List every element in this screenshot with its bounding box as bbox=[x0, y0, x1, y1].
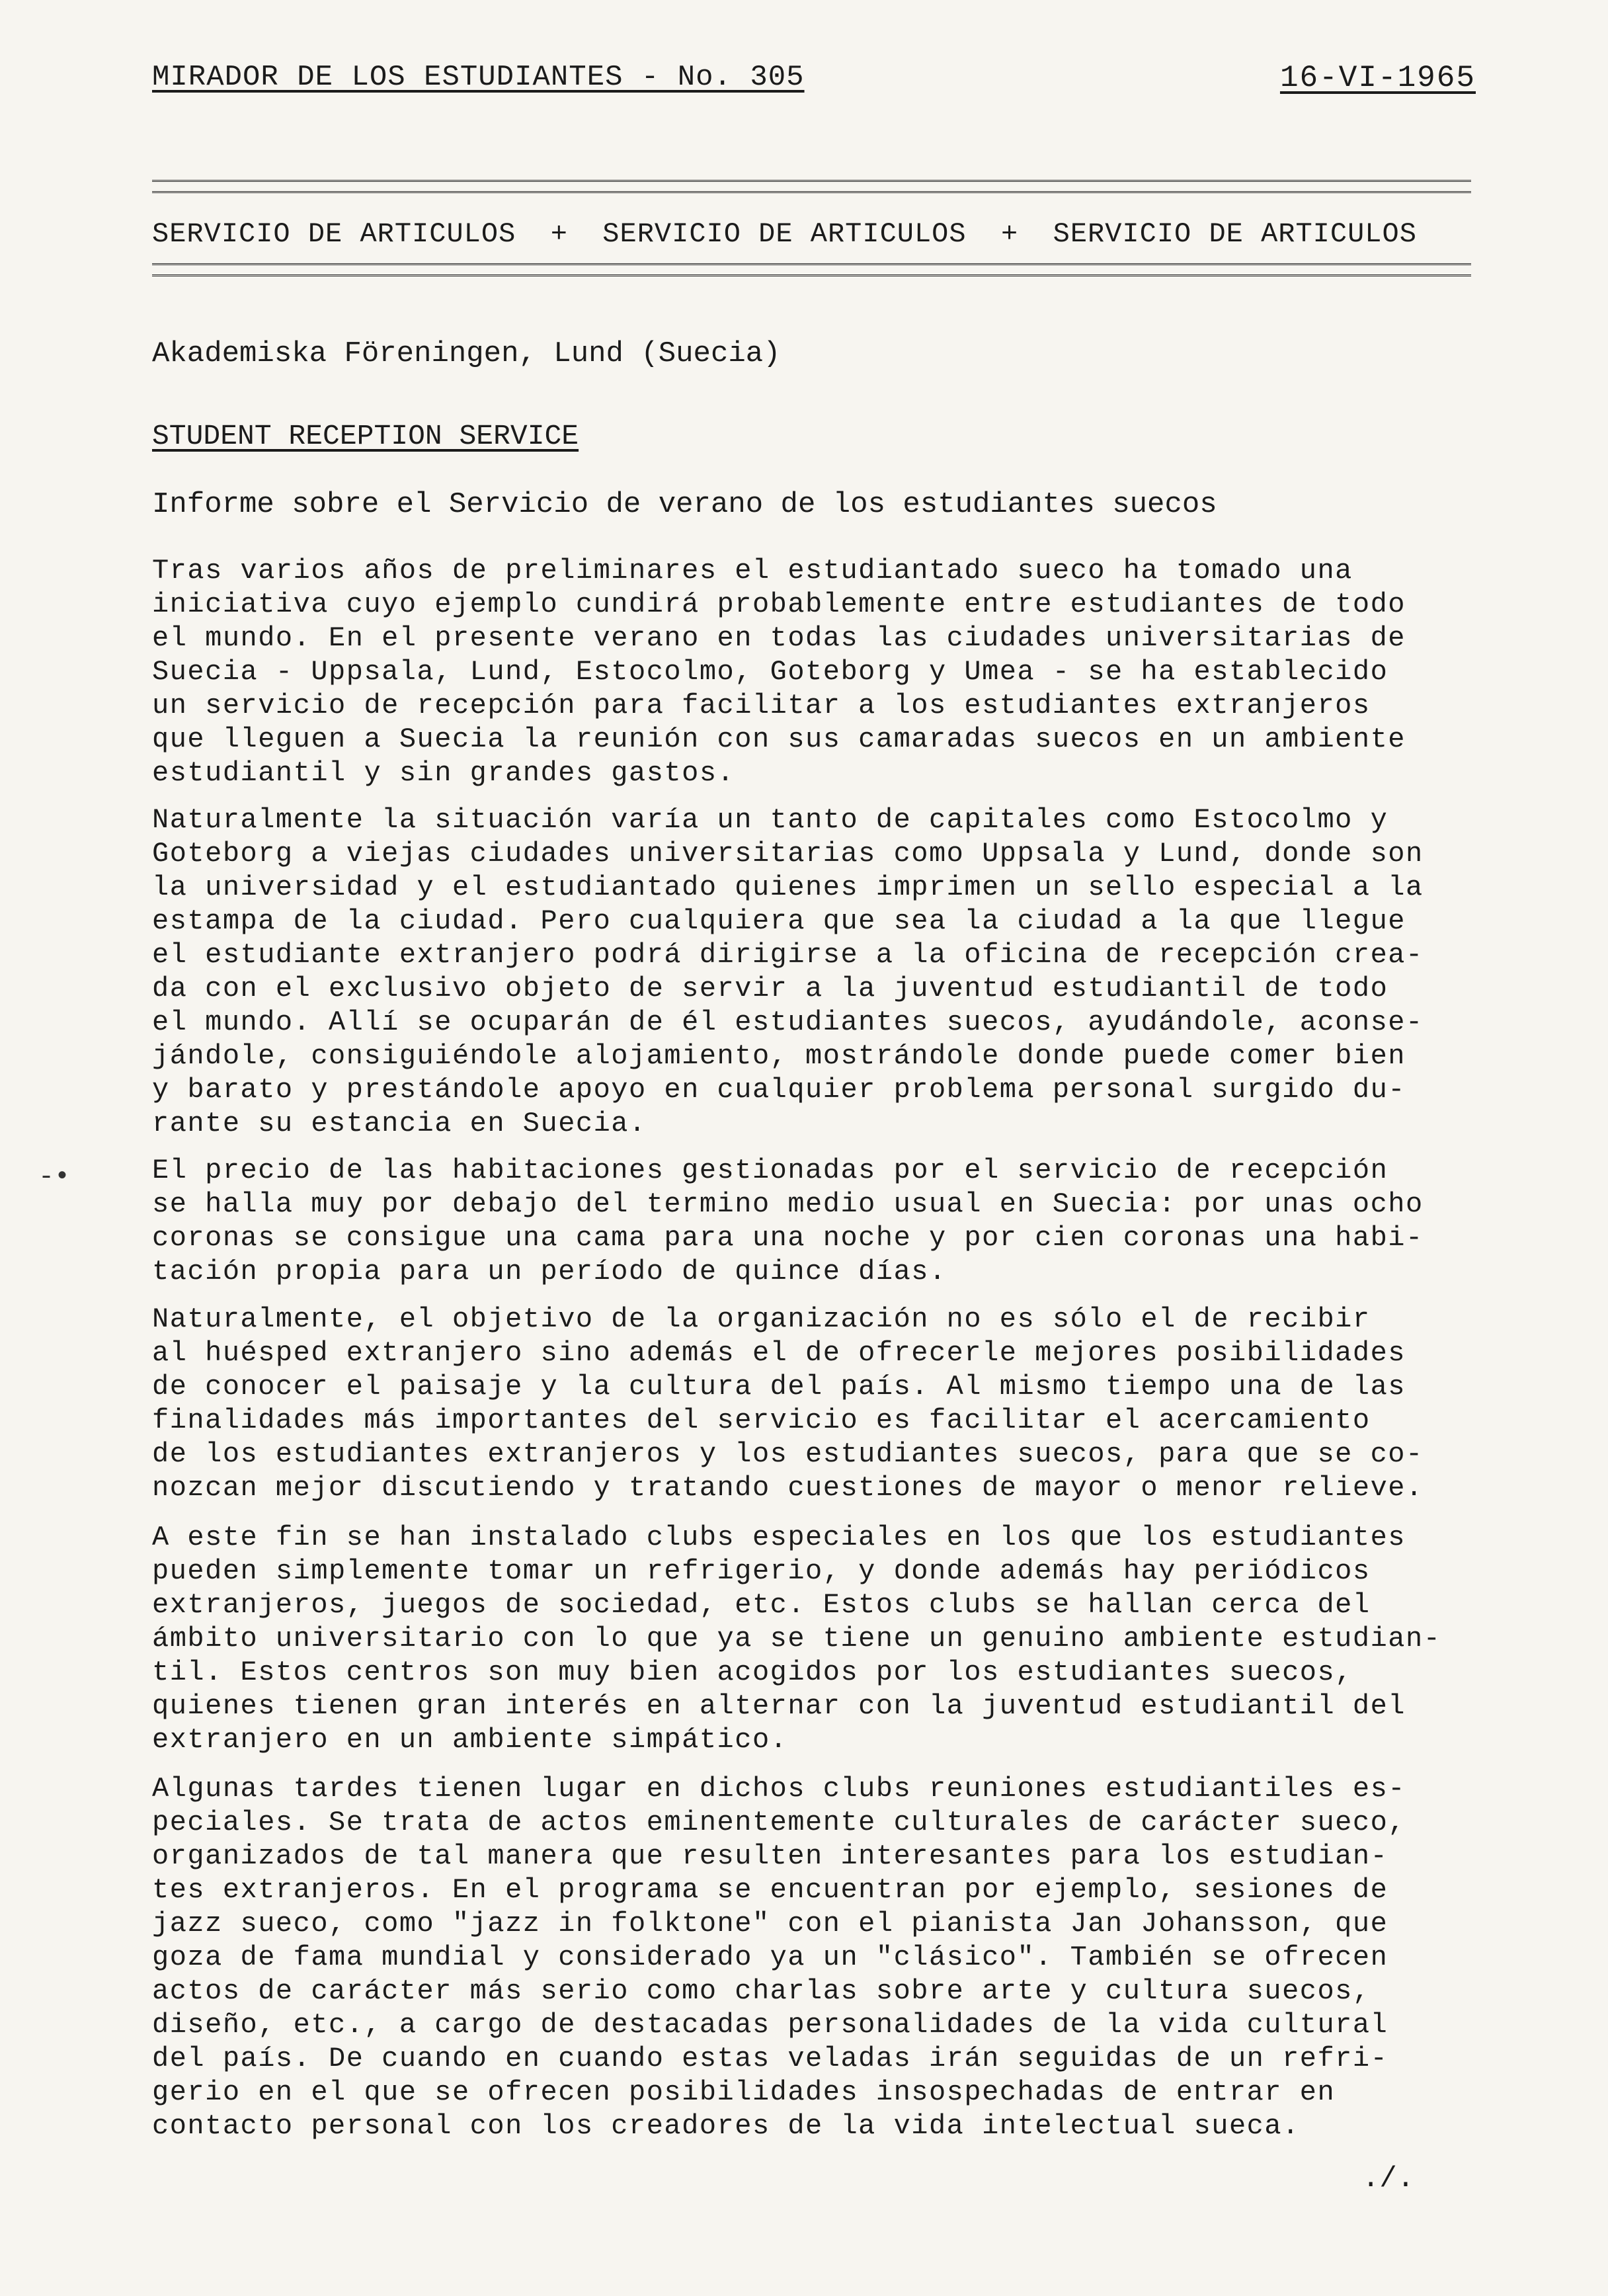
paragraph: A este fin se han instalado clubs especiales en los que los estudiantes pueden simplemente tomar un refrigerio, y donde además hay periódicos extranjeros, juegos de sociedad, etc. Estos clubs se hallan cerca del ámbito universitario con lo que ya se tiene un genuino ambiente estudian- til. Estos centros son muy bien acogidos por los estudiantes suecos, quienes tienen gran interés en alternar con la juventud estudiantil del extranjero en un ambiente simpático. bbox=[152, 1522, 1441, 1756]
publication-header: MIRADOR DE LOS ESTUDIANTES - No. 305 bbox=[152, 61, 805, 94]
article-subtitle: Informe sobre el Servicio de verano de los estudiantes suecos bbox=[152, 488, 1217, 521]
issue-date: 16-VI-1965 bbox=[1279, 61, 1476, 95]
paragraph: Algunas tardes tienen lugar en dichos clubs reuniones estudiantiles es- peciales. Se trata de actos eminentemente culturales de carácter sueco, organizados de tal manera que resulten interesantes para los estudian- tes extranjeros. En el programa se encuentran por ejemplo, sesiones de jazz sueco, como "jazz in folktone" con el pianista Jan Johansson, que goza de fama mundial y considerado ya un "clásico". También se ofrecen actos de carácter más serio como charlas sobre arte y cultura suecos, diseño, etc., a cargo de destacadas personalidades de la vida cultural del país. De cuando en cuando estas veladas irán seguidas de un refri- gerio en el que se ofrecen posibilidades insospechadas de entrar en contacto personal con los creadores de la vida intelectual sueca. bbox=[152, 1773, 1406, 2142]
article-title: STUDENT RECEPTION SERVICE bbox=[152, 420, 579, 452]
margin-mark: -• bbox=[38, 1163, 71, 1192]
section-banner: SERVICIO DE ARTICULOS + SERVICIO DE ARTICULOS + SERVICIO DE ARTICULOS bbox=[152, 218, 1417, 250]
continuation-mark: ./. bbox=[1362, 2162, 1415, 2195]
separator-rule-bottom bbox=[152, 263, 1471, 276]
organization-line: Akademiska Föreningen, Lund (Suecia) bbox=[152, 337, 781, 370]
paragraph: Naturalmente la situación varía un tanto de capitales como Estocolmo y Goteborg a viejas ciudades universitarias como Uppsala y Lund, donde son la universidad y el estudiantado quienes imprimen un sello especial a la estampa de la ciudad. Pero cualquiera que sea la ciudad a la que llegue el estudiante extranjero podrá dirigirse a la oficina de recepción crea- da con el exclusivo objeto de servir a la juventud estudiantil de todo el mundo. Allí se ocuparán de él estudiantes suecos, ayudándole, aconse- jándole, consiguiéndole alojamiento, mostrándole donde puede comer bien y barato y prestándole apoyo en cualquier problema personal surgido du- rante su estancia en Suecia. bbox=[152, 804, 1424, 1139]
paragraph: El precio de las habitaciones gestionadas por el servicio de recepción se halla muy por debajo del termino medio usual en Suecia: por unas ocho coronas se consigue una cama para una noche y por cien coronas una habi- tación propia para un período de quince días. bbox=[152, 1155, 1424, 1288]
separator-rule-top bbox=[152, 180, 1471, 193]
paragraph: Tras varios años de preliminares el estudiantado sueco ha tomado una iniciativa cuyo ejemplo cundirá probablemente entre estudiantes de todo el mundo. En el presente verano en todas las ciudades universitarias de Suecia - Uppsala, Lund, Estocolmo, Goteborg y Umea - se ha establecido un servicio de recepción para facilitar a los estudiantes extranjeros que lleguen a Suecia la reunión con sus camaradas suecos en un ambiente estudiantil y sin grandes gastos. bbox=[152, 555, 1406, 789]
paragraph: Naturalmente, el objetivo de la organización no es sólo el de recibir al huésped extranjero sino además el de ofrecerle mejores posibilidades de conocer el paisaje y la cultura del país. Al mismo tiempo una de las finalidades más importantes del servicio es facilitar el acercamiento de los estudiantes extranjeros y los estudiantes suecos, para que se co- nozcan mejor discutiendo y tratando cuestiones de mayor o menor relieve. bbox=[152, 1303, 1424, 1504]
